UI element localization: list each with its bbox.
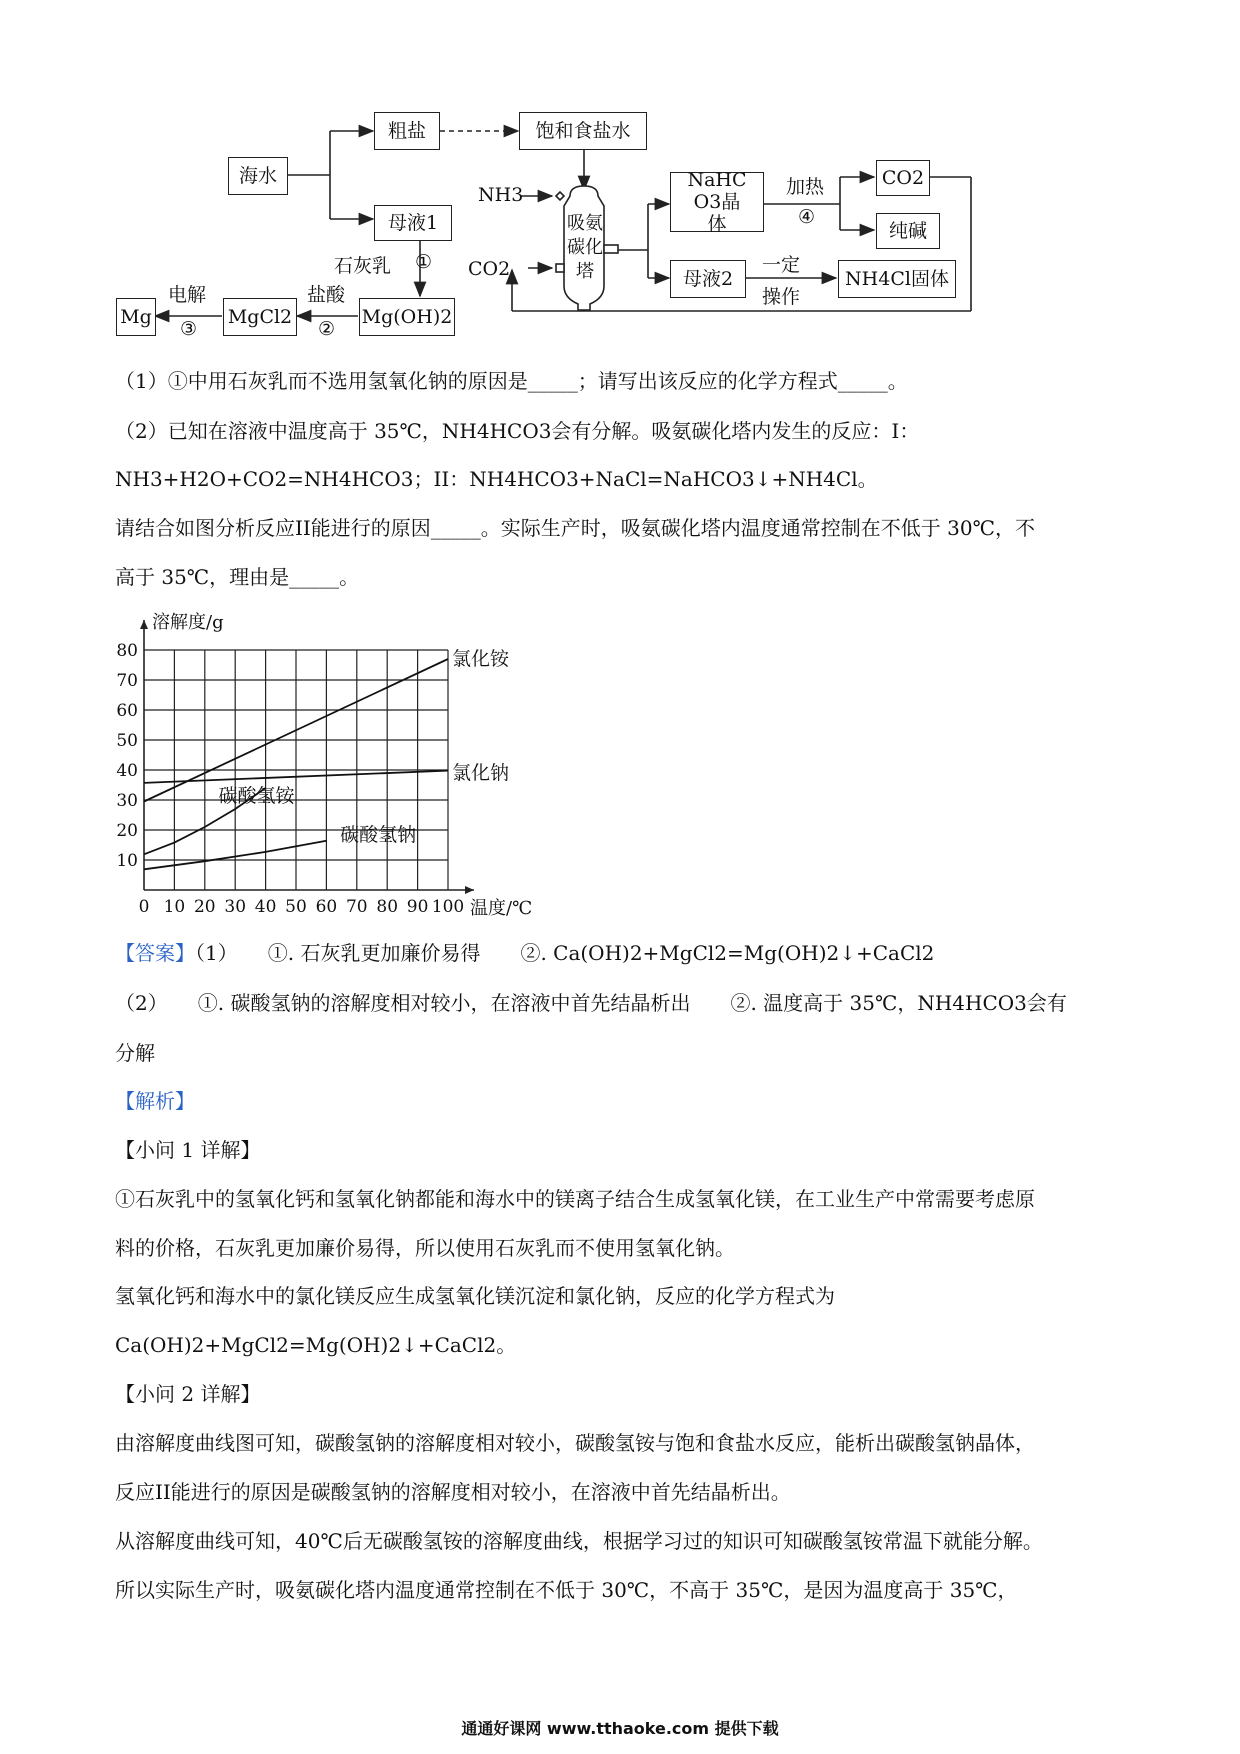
mother-liquor-2-box <box>670 260 746 298</box>
mg-label: Mg <box>120 306 152 328</box>
mother-liquor-1-box <box>374 205 452 241</box>
y-tick-label: 80 <box>116 641 138 661</box>
x-tick-label: 80 <box>376 897 399 917</box>
answer-line-1: （1） ①. 石灰乳更加廉价易得 ②. Ca(OH)2+MgCl2=Mg(OH)2↓+CaCl2 <box>195 941 935 965</box>
step-1-label: ① <box>415 251 433 273</box>
x-tick-label: 50 <box>285 897 307 917</box>
x-tick-label: 0 <box>138 897 150 917</box>
x-tick-label: 70 <box>345 897 368 917</box>
analysis-2-line-d: 所以实际生产时，吸氨碳化塔内温度通常控制在不低于 30℃，不高于 35℃，是因为温度高于 35℃， <box>115 1578 1018 1602</box>
co2-out-label: CO2 <box>881 167 925 189</box>
answer-line-3: 分解 <box>115 1041 155 1065</box>
y-tick-label: 60 <box>116 701 138 721</box>
series-label-2: 氯化钠 <box>452 762 510 784</box>
x-tick-label: 60 <box>315 897 338 917</box>
seawater-box <box>228 157 288 195</box>
series-label-1: 氯化铵 <box>452 648 510 670</box>
co2-out-box <box>876 160 930 196</box>
answer-line-2: （2） ①. 碳酸氢钠的溶解度相对较小，在溶液中首先结晶析出 ②. 温度高于 35℃，NH4HCO3会有 <box>115 991 1067 1015</box>
y-axis-title: 溶解度/g <box>152 612 224 633</box>
analysis-1-line-a: ①石灰乳中的氢氧化钙和氢氧化钠都能和海水中的镁离子结合生成氢氧化镁，在工业生产中常需要考虑原 <box>115 1187 1035 1211</box>
question-2-line-1: （2）已知在溶液中温度高于 35℃，NH4HCO3会有分解。吸氨碳化塔内发生的反应：I： <box>115 419 920 443</box>
x-tick-label: 30 <box>224 897 247 917</box>
question-2-line-3: 请结合如图分析反应II能进行的原因_____。实际生产时，吸氨碳化塔内温度通常控制在不低于 30℃，不 <box>115 516 1035 540</box>
electrolysis-label: 电解 <box>168 284 207 306</box>
question-1: （1）①中用石灰乳而不选用氢氧化钠的原因是_____；请写出该反应的化学方程式_____。 <box>115 369 908 393</box>
x-tick-label: 10 <box>163 897 186 917</box>
saturated-brine-box <box>519 112 647 150</box>
lime-milk-label: 石灰乳 <box>334 255 392 277</box>
seawater-label: 海水 <box>238 165 277 187</box>
y-tick-label: 20 <box>116 821 138 841</box>
page-footer: 通通好课网 www.tthaoke.com 提供下载 <box>461 1719 779 1738</box>
absorption-tower-label: 吸氨碳化塔 <box>567 213 603 282</box>
y-tick-label: 70 <box>116 671 138 691</box>
mg-box <box>116 298 156 336</box>
saturated-brine-label: 饱和食盐水 <box>535 120 631 142</box>
certain-op-label-1: 一定 <box>762 254 801 276</box>
analysis-2-line-a: 由溶解度曲线图可知，碳酸氢钠的溶解度相对较小，碳酸氢铵与饱和食盐水反应，能析出碳酸氢钠晶体， <box>115 1431 1035 1455</box>
series-label-3: 碳酸氢铵 <box>218 785 295 807</box>
mgcl2-box <box>223 298 297 336</box>
mother-liquor-1-label: 母液1 <box>387 212 439 234</box>
step-3-label: ③ <box>180 318 198 340</box>
y-tick-label: 50 <box>116 731 138 751</box>
nh4cl-solid-label: NH4Cl固体 <box>845 268 949 290</box>
crude-salt-label: 粗盐 <box>387 120 426 142</box>
co2-in-label: CO2 <box>468 258 511 280</box>
step-4-label: ④ <box>798 206 816 228</box>
question-2-line-2: NH3+H2O+CO2=NH4HCO3；II：NH4HCO3+NaCl=NaHCO3↓+NH4Cl。 <box>115 467 878 491</box>
y-axis-arrow <box>140 620 148 629</box>
analysis-2-line-b: 反应II能进行的原因是碳酸氢钠的溶解度相对较小，在溶液中首先结晶析出。 <box>115 1480 791 1504</box>
sub-question-2-heading: 【小问 2 详解】 <box>115 1382 261 1406</box>
y-tick-label: 40 <box>116 761 138 781</box>
crude-salt-box <box>374 112 440 150</box>
question-2-line-4: 高于 35℃，理由是_____。 <box>115 565 360 589</box>
solubility-chart <box>100 600 560 930</box>
hcl-label: 盐酸 <box>307 284 346 306</box>
analysis-1-line-c: 氢氧化钙和海水中的氯化镁反应生成氢氧化镁沉淀和氯化钠，反应的化学方程式为 <box>115 1284 835 1308</box>
answer-label: 【答案】 <box>115 941 195 965</box>
x-axis-title: 温度/℃ <box>470 898 533 919</box>
nh4cl-solid-box <box>838 260 956 298</box>
sub-question-1-heading: 【小问 1 详解】 <box>115 1138 261 1162</box>
soda-label: 纯碱 <box>888 220 927 242</box>
step-2-label: ② <box>318 318 336 340</box>
analysis-label: 【解析】 <box>115 1089 195 1113</box>
x-tick-label: 100 <box>431 897 465 917</box>
heat-label: 加热 <box>786 176 825 198</box>
series-label-4: 碳酸氢钠 <box>340 824 417 846</box>
nahco3-crystal-box <box>670 169 764 235</box>
mother-liquor-2-label: 母液2 <box>682 268 734 290</box>
mgoh2-label: Mg(OH)2 <box>361 306 453 328</box>
soda-box <box>876 213 940 249</box>
x-tick-label: 40 <box>254 897 277 917</box>
certain-op-label-2: 操作 <box>762 286 801 308</box>
analysis-1-line-b: 料的价格，石灰乳更加廉价易得，所以使用石灰乳而不使用氢氧化钠。 <box>115 1236 735 1260</box>
x-axis-arrow <box>465 886 474 894</box>
nahco3-crystal-label: NaHCO3晶体 <box>687 169 747 235</box>
x-tick-label: 90 <box>406 897 429 917</box>
y-tick-label: 10 <box>116 851 138 871</box>
analysis-2-line-c: 从溶解度曲线可知，40℃后无碳酸氢铵的溶解度曲线，根据学习过的知识可知碳酸氢铵常温下就能分解。 <box>115 1529 1043 1553</box>
mgcl2-label: MgCl2 <box>227 306 293 328</box>
nh3-label: NH3 <box>478 184 524 206</box>
mgoh2-box <box>359 298 455 336</box>
y-tick-label: 30 <box>116 791 138 811</box>
analysis-1-line-d: Ca(OH)2+MgCl2=Mg(OH)2↓+CaCl2。 <box>115 1333 517 1357</box>
x-tick-label: 20 <box>193 897 216 917</box>
